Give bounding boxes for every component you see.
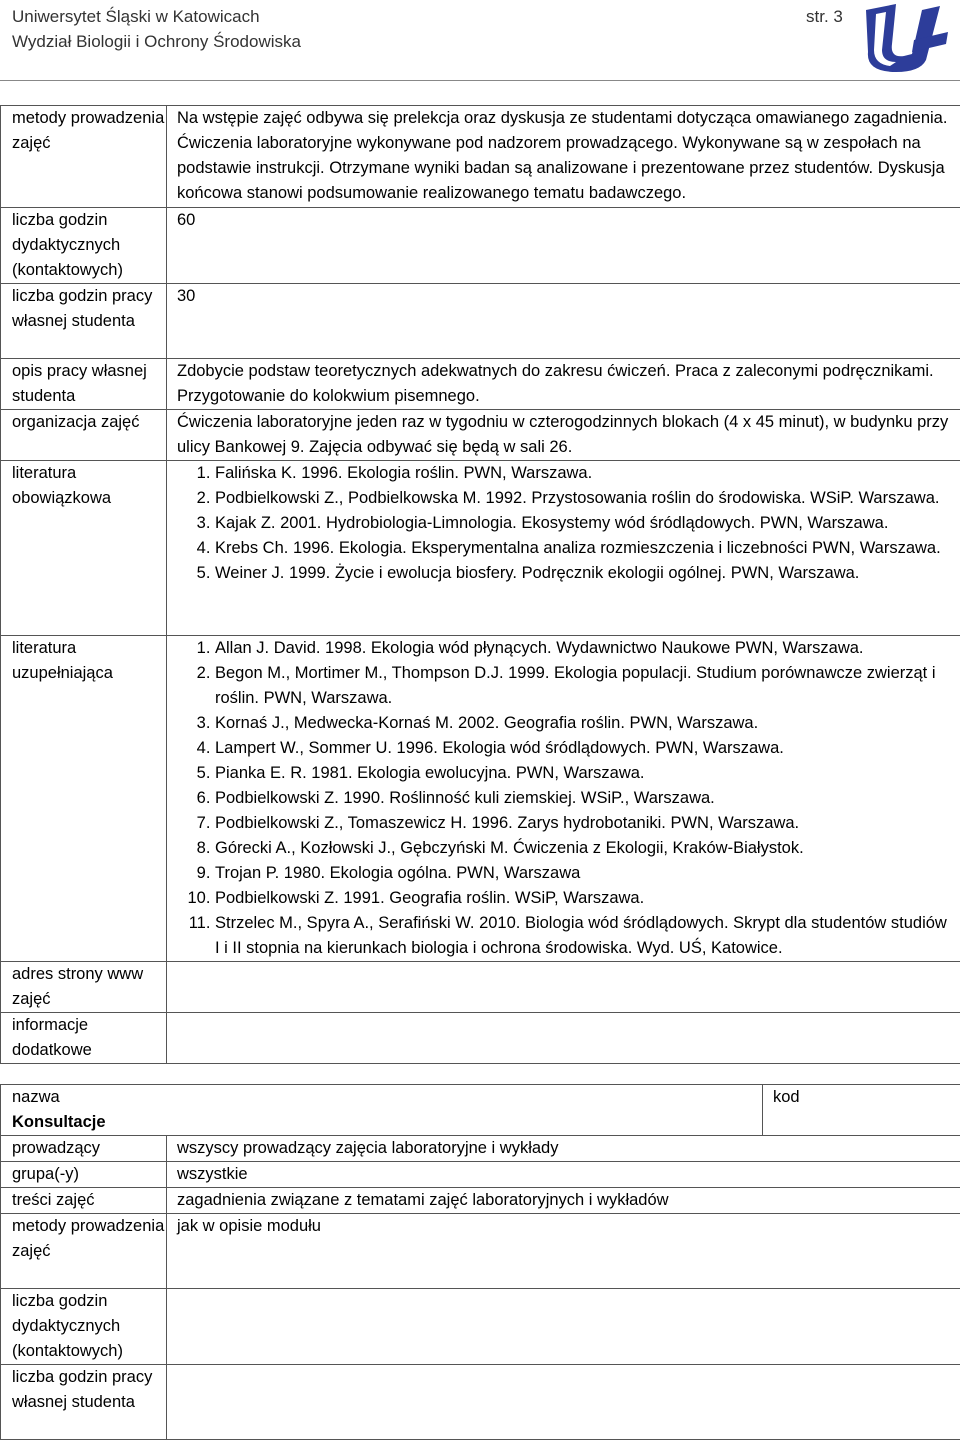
- info-value: [167, 1013, 960, 1064]
- table-row: [1, 410, 960, 461]
- groups-label: grupa(-y): [1, 1162, 167, 1188]
- supplementary-literature-value: [167, 636, 960, 962]
- self-work-label: opis pracy własnej studenta: [1, 359, 167, 410]
- header-left: [12, 4, 301, 54]
- table-row: [1, 461, 960, 636]
- content-value: zagadnienia związane z tematami zajęć laboratoryjnych i wykładów: [167, 1188, 960, 1214]
- table-row: [1, 1365, 960, 1440]
- table-row: [1, 1162, 960, 1188]
- table-row: [1, 1188, 960, 1214]
- literature-item: 8. Górecki A., Kozłowski J., Gębczyński M. Ćwiczenia z Ekologii, Kraków-Białystok.: [215, 836, 956, 861]
- table-row: [1, 1289, 960, 1365]
- groups-value: wszystkie: [167, 1162, 960, 1188]
- literature-item: 4. Krebs Ch. 1996. Ekologia. Eksperymentalna analiza rozmieszczenia i liczebności PWN, Warszawa.: [215, 536, 956, 561]
- methods-value: Na wstępie zajęć odbywa się prelekcja oraz dyskusja ze studentami dotycząca omawianego zagadnienia. Ćwiczenia laboratoryjne wykonywane pod nadzorem prowadzącego. Wykonywane są w zespołach na podstawie instrukcji. Otrzymane wyniki badan są analizowane i prezentowane przez studentów. Dyskusja końcowa stanowi podsumowanie realizowanego tematu badawczego.: [167, 106, 960, 208]
- code-label: kod: [773, 1088, 800, 1106]
- name-cell: [1, 1085, 763, 1136]
- self-hours2-label: liczba godzin pracy własnej studenta: [1, 1365, 167, 1440]
- literature-item: 3. Kornaś J., Medwecka-Kornaś M. 2002. Geografia roślin. PWN, Warszawa.: [215, 711, 956, 736]
- self-work-value: Zdobycie podstaw teoretycznych adekwatnych do zakresu ćwiczeń. Praca z zaleconymi podręcznikami. Przygotowanie do kolokwium pisemnego.: [167, 359, 960, 410]
- literature-item: 5. Weiner J. 1999. Życie i ewolucja biosfery. Podręcznik ekologii ogólnej. PWN, Warszawa.: [215, 561, 956, 586]
- table-row: [1, 106, 960, 208]
- literature-item: 4. Lampert W., Sommer U. 1996. Ekologia wód śródlądowych. PWN, Warszawa.: [215, 736, 956, 761]
- required-literature-label: literatura obowiązkowa: [1, 461, 167, 636]
- literature-item: 1. Falińska K. 1996. Ekologia roślin. PWN, Warszawa.: [215, 461, 956, 486]
- self-hours2-value: [167, 1365, 960, 1440]
- table-row: [1, 1214, 960, 1289]
- table-row: [1, 962, 960, 1013]
- literature-item: 7. Podbielkowski Z., Tomaszewicz H. 1996. Zarys hydrobotaniki. PWN, Warszawa.: [215, 811, 956, 836]
- table-row: [1, 1085, 960, 1136]
- module-table: [0, 105, 960, 1064]
- university-logo: [856, 0, 952, 74]
- contact-hours-value: 60: [167, 208, 960, 284]
- literature-item: 10. Podbielkowski Z. 1991. Geografia roślin. WSiP, Warszawa.: [215, 886, 956, 911]
- literature-item: 2. Begon M., Mortimer M., Thompson D.J. 1999. Ekologia populacji. Studium porównawcze zwierząt i roślin. PWN, Warszawa.: [215, 661, 956, 711]
- lecturer-label: prowadzący: [1, 1136, 167, 1162]
- supplementary-literature-list: [177, 636, 956, 961]
- organization-label: organizacja zajęć: [1, 410, 167, 461]
- methods2-value: jak w opisie modułu: [167, 1214, 960, 1289]
- www-value: [167, 962, 960, 1013]
- name-value: Konsultacje: [12, 1113, 106, 1131]
- literature-item: 2. Podbielkowski Z., Podbielkowska M. 1992. Przystosowania roślin do środowiska. WSiP. Warszawa.: [215, 486, 956, 511]
- info-label: informacje dodatkowe: [1, 1013, 167, 1064]
- university-name: Uniwersytet Śląski w Katowicach: [12, 7, 260, 26]
- content-label: treści zajęć: [1, 1188, 167, 1214]
- self-hours-value: 30: [167, 284, 960, 359]
- consultation-table: [0, 1084, 960, 1440]
- lecturer-value: wszyscy prowadzący zajęcia laboratoryjne i wykłady: [167, 1136, 960, 1162]
- name-label: nazwa: [12, 1088, 60, 1106]
- literature-item: 5. Pianka E. R. 1981. Ekologia ewolucyjna. PWN, Warszawa.: [215, 761, 956, 786]
- contact-hours2-label: liczba godzin dydaktycznych (kontaktowych): [1, 1289, 167, 1365]
- table-row: [1, 284, 960, 359]
- table-row: [1, 359, 960, 410]
- organization-value: Ćwiczenia laboratoryjne jeden raz w tygodniu w czterogodzinnych blokach (4 x 45 minut), w budynku przy ulicy Bankowej 9. Zajęcia odbywać się będą w sali 26.: [167, 410, 960, 461]
- literature-item: 3. Kajak Z. 2001. Hydrobiologia-Limnologia. Ekosystemy wód śródlądowych. PWN, Warszawa.: [215, 511, 956, 536]
- table-row: [1, 208, 960, 284]
- self-hours-label: liczba godzin pracy własnej studenta: [1, 284, 167, 359]
- methods-label: metody prowadzenia zajęć: [1, 106, 167, 208]
- www-label: adres strony www zajęć: [1, 962, 167, 1013]
- literature-item: 9. Trojan P. 1980. Ekologia ogólna. PWN, Warszawa: [215, 861, 956, 886]
- table-row: [1, 1013, 960, 1064]
- faculty-name: Wydział Biologii i Ochrony Środowiska: [12, 32, 301, 51]
- contact-hours-label: liczba godzin dydaktycznych (kontaktowych): [1, 208, 167, 284]
- literature-item: 6. Podbielkowski Z. 1990. Roślinność kuli ziemskiej. WSiP., Warszawa.: [215, 786, 956, 811]
- literature-item: 11. Strzelec M., Spyra A., Serafiński W. 2010. Biologia wód śródlądowych. Skrypt dla studentów studiów I i II stopnia na kierunkach biologia i ochrona środowiska. Wyd. UŚ, Katowice.: [215, 911, 956, 961]
- header-rule: [0, 80, 960, 81]
- required-literature-value: [167, 461, 960, 636]
- supplementary-literature-label: literatura uzupełniająca: [1, 636, 167, 962]
- methods2-label: metody prowadzenia zajęć: [1, 1214, 167, 1289]
- literature-item: 1. Allan J. David. 1998. Ekologia wód płynących. Wydawnictwo Naukowe PWN, Warszawa.: [215, 636, 956, 661]
- page-number: str. 3: [806, 7, 843, 26]
- table-row: [1, 636, 960, 962]
- code-cell: [763, 1085, 960, 1136]
- required-literature-list: [177, 461, 956, 586]
- table-row: [1, 1136, 960, 1162]
- contact-hours2-value: [167, 1289, 960, 1365]
